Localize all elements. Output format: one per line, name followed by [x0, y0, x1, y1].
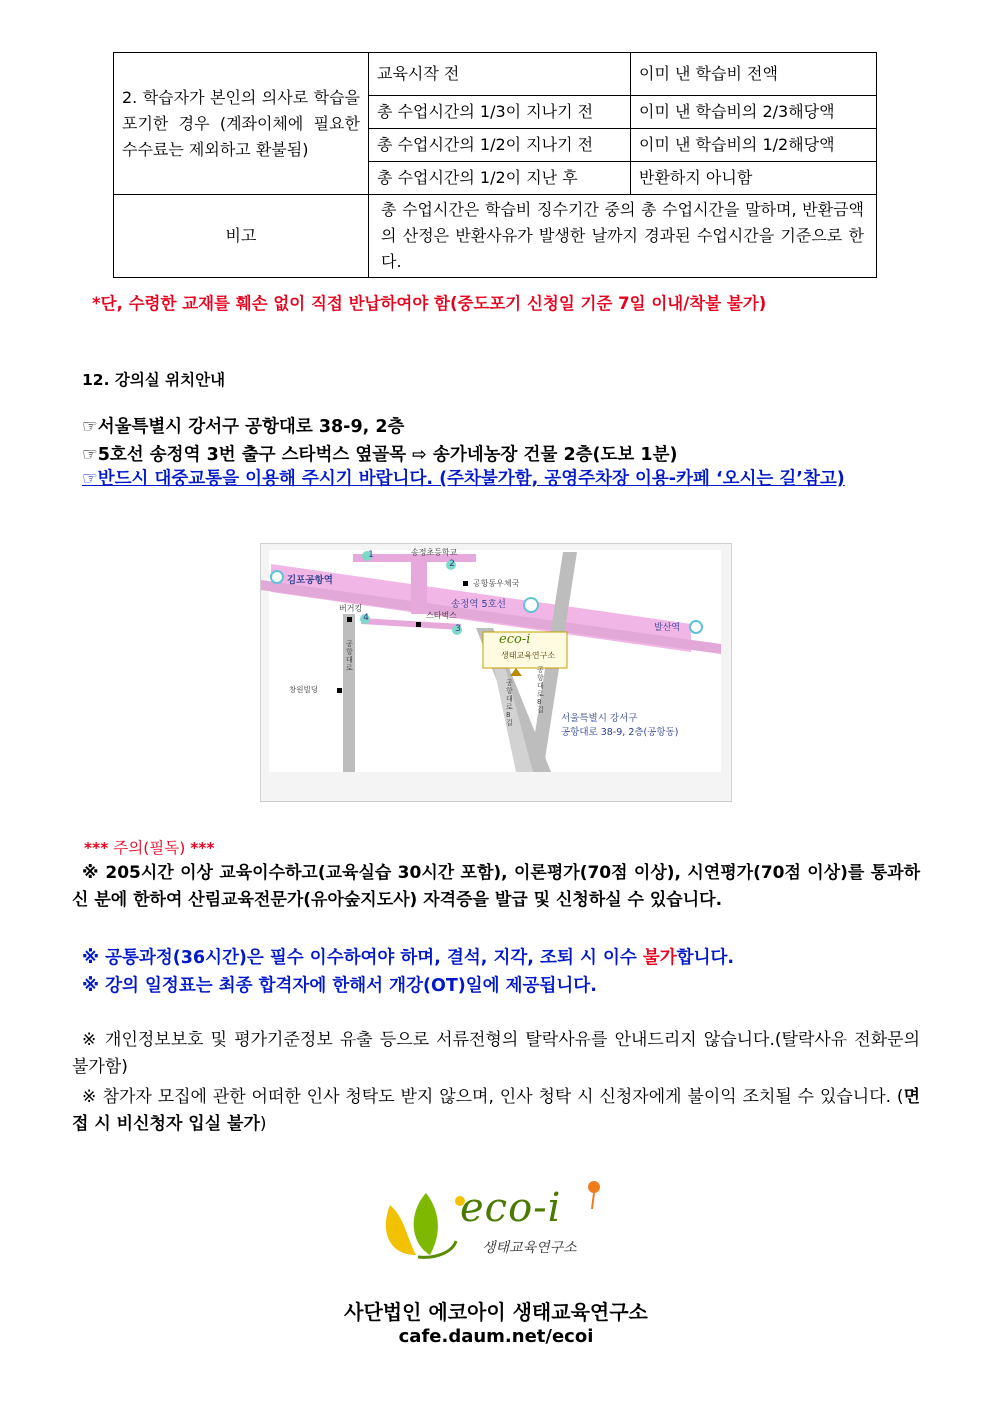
location-map: [260, 543, 732, 802]
note-text-cell: 총 수업시간은 학습비 징수기간 중의 총 수업시간을 말하며, 반환금액의 산정은 반환사유가 발생한 날까지 경과된 수업시간을 기준으로 한다.: [369, 195, 877, 278]
map-address-line2: 공항대로 38-9, 2층(공항동): [561, 727, 679, 738]
map-starbucks-label: 스타벅스: [426, 611, 457, 620]
note-label-cell: 비고: [114, 195, 369, 278]
map-gimpo-label: 김포공항역: [287, 575, 333, 586]
notice-item-3: ※ 강의 일정표는 최종 합격자에 한해서 개강(OT)일에 제공됩니다.: [82, 976, 597, 996]
transit-note: ☞반드시 대중교통을 이용해 주시기 바랍니다. (주차불가함, 공영주차장 이용-카페 ‘오시는 길’참고): [82, 469, 845, 489]
map-station-label: 송정역 5호선: [451, 599, 506, 610]
refund-table: [113, 52, 877, 278]
refund-reason-cell: 2. 학습자가 본인의 의사로 학습을 포기한 경우 (계좌이체에 필요한 수수료는 제외하고 환불됨): [114, 53, 369, 195]
notice-item-2-red: 불가: [642, 948, 677, 968]
logo-text: eco-i: [460, 1185, 562, 1231]
privacy-item-2-bold: 면접 시 비신청자 입실 불가: [72, 1087, 920, 1134]
notice-label: 주의(필독): [113, 839, 186, 857]
refund-cell: 이미 낸 학습비의 1/2해당액: [631, 129, 877, 162]
location-address: ☞서울특별시 강서구 공항대로 38-9, 2층: [82, 417, 405, 437]
map-address: [561, 712, 679, 740]
notice-item-2: [82, 944, 734, 969]
refund-cell: 이미 낸 학습비의 2/3해당액: [631, 96, 877, 129]
notice-item-2-text: ※ 공통과정(36시간)은 필수 이수하여야 하며, 결석, 지각, 조퇴 시 이수: [82, 948, 643, 968]
map-burger-label: 버거킹: [339, 604, 363, 613]
eco-i-logo: [378, 1175, 608, 1265]
map-logo-text: eco-i: [499, 632, 531, 647]
privacy-item-1: ※ 개인정보보호 및 평가기준정보 유출 등으로 서류전형의 탈락사유를 안내드리지 않습니다.(탈락사유 전화문의 불가함): [72, 1030, 920, 1077]
textbook-note: *단, 수령한 교재를 훼손 없이 직접 반납하여야 함(중도포기 신청일 기준 7일 이내/착불 불가): [92, 294, 767, 313]
map-office-label: 공항동우체국: [473, 579, 520, 588]
org-name: 사단법인 에코아이 생태교육연구소: [344, 1300, 648, 1324]
notice-stars: ***: [190, 839, 215, 857]
privacy-item-2-text: ※ 참가자 모집에 관한 어떠한 인사 청탁도 받지 않으며, 인사 청탁 시 신청자에게 불이익 조치될 수 있습니다. (: [82, 1087, 904, 1107]
notice-stars: ***: [84, 839, 109, 857]
notice-heading: [84, 836, 215, 858]
map-school-label: 송정초등학교: [411, 548, 458, 557]
map-exit-2: 2: [449, 559, 455, 569]
map-address-line1: 서울특별시 강서구: [561, 713, 638, 724]
map-exit-4: 4: [363, 613, 369, 623]
period-cell: 총 수업시간의 1/3이 지나기 전: [369, 96, 631, 129]
map-road-label: 공항대로8길: [537, 666, 544, 714]
refund-cell: 이미 낸 학습비 전액: [631, 53, 877, 96]
map-logo-sub: 생태교육연구소: [501, 651, 556, 660]
map-exit-1: 1: [368, 550, 374, 560]
privacy-item-2-end: ): [259, 1114, 267, 1134]
table-row: [114, 195, 877, 278]
map-road-label: 공항대로8길: [506, 679, 513, 727]
privacy-item-2: [72, 1084, 920, 1138]
map-exit-3: 3: [455, 624, 461, 634]
location-directions: ☞5호선 송정역 3번 출구 스타벅스 옆골목 ⇨ 송가네농장 건물 2층(도보 1분): [82, 445, 678, 465]
notice-item-1: ※ 205시간 이상 교육이수하고(교육실습 30시간 포함), 이론평가(70점 이상), 시연평가(70점 이상)를 통과하신 분에 한하여 산림교육전문가(유아숲지도사) 자격증을 발급 및 신청하실 수 있습니다.: [72, 863, 920, 910]
map-road-label: 공항대로: [346, 640, 353, 672]
map-balsan-label: 발산역: [654, 623, 681, 633]
period-cell: 총 수업시간의 1/2이 지나기 전: [369, 129, 631, 162]
map-building-label: 창원빌딩: [289, 685, 318, 694]
period-cell: 교육시작 전: [369, 53, 631, 96]
org-url[interactable]: cafe.daum.net/ecoi: [398, 1326, 594, 1347]
table-row: [114, 53, 877, 96]
logo-subtext: 생태교육연구소: [482, 1240, 577, 1256]
period-cell: 총 수업시간의 1/2이 지난 후: [369, 162, 631, 195]
refund-cell: 반환하지 아니함: [631, 162, 877, 195]
notice-item-2-end: 합니다.: [676, 948, 735, 968]
location-heading: 12. 강의실 위치안내: [82, 371, 226, 389]
